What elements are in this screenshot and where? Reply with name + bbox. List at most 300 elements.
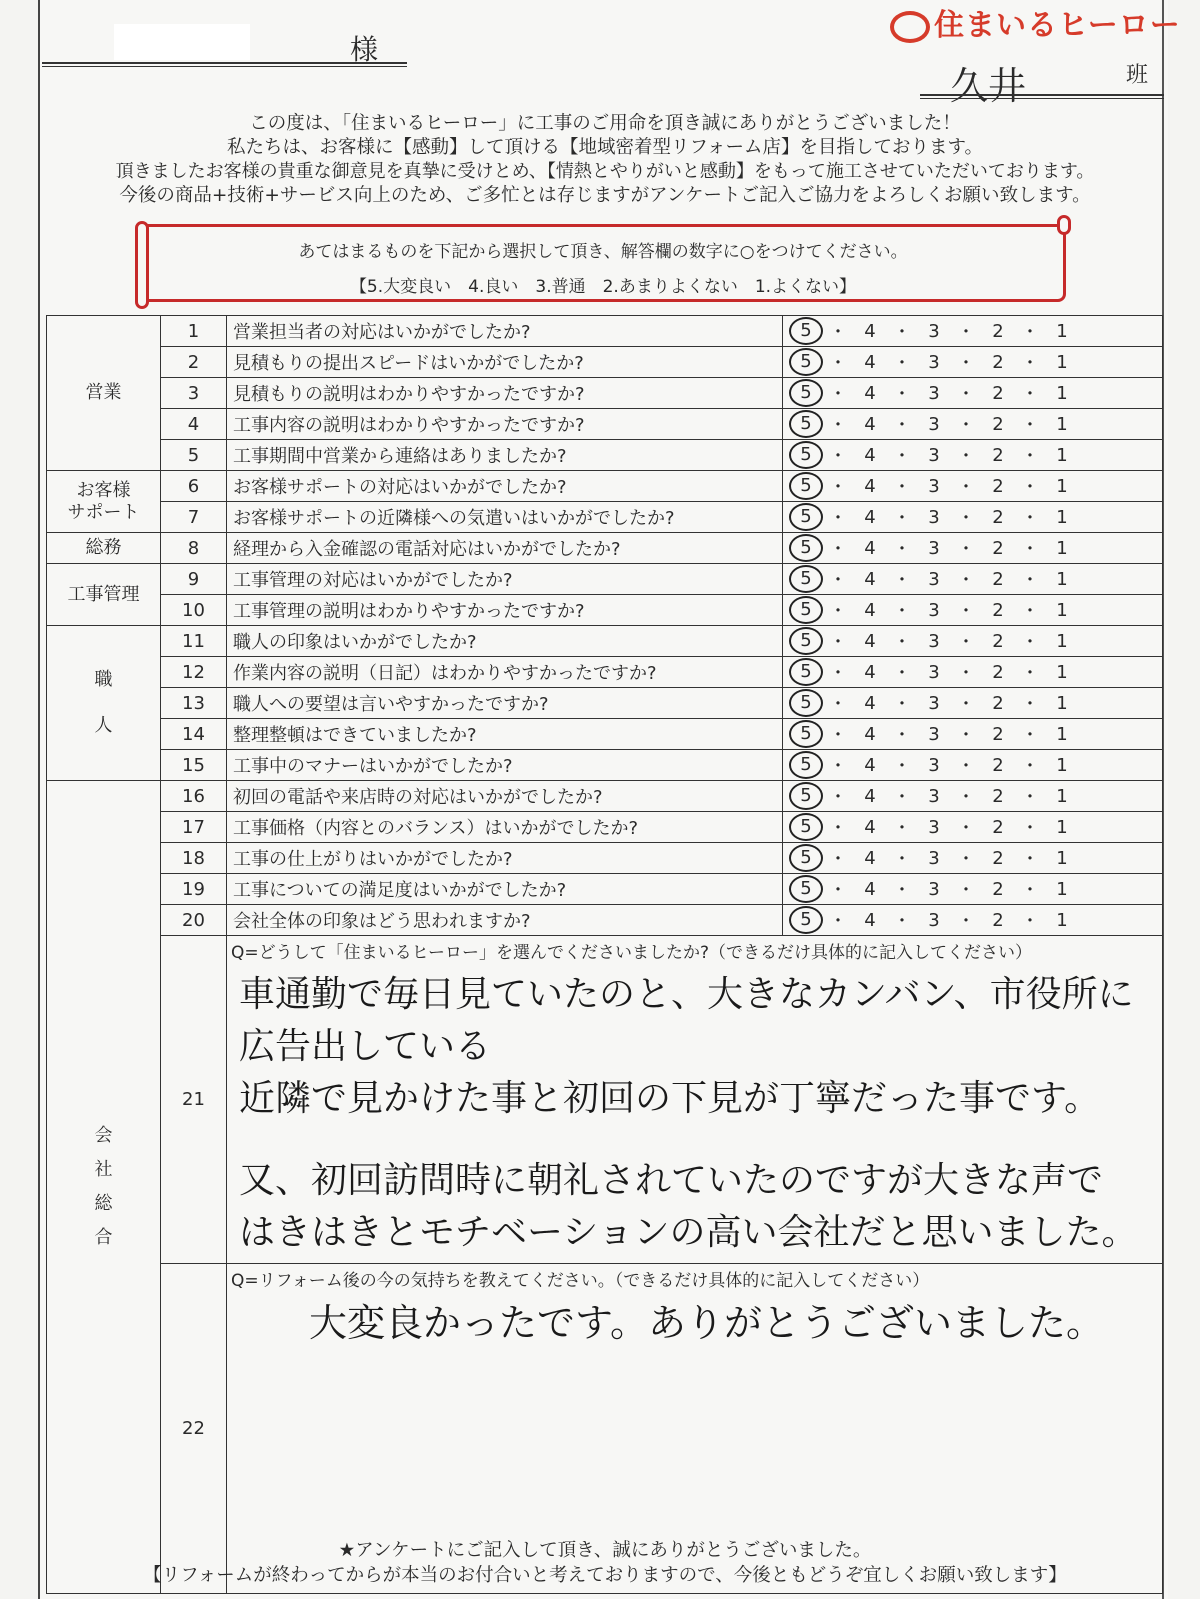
rating-option-5[interactable]: 5 (789, 658, 823, 686)
question-number: 9 (161, 564, 227, 595)
question-row (47, 626, 1163, 657)
scale-separator: ・ (1021, 353, 1039, 374)
rating-option-5[interactable]: 5 (789, 503, 823, 531)
category-cell (47, 564, 161, 626)
question-text: 見積もりの説明はわかりやすかったですか? (227, 378, 783, 409)
answer-line (239, 1125, 1150, 1155)
rating-scale (783, 874, 1163, 905)
rating-scale (783, 843, 1163, 874)
question-text: 見積もりの提出スピードはいかがでしたか? (227, 347, 783, 378)
scale-separator: ・ (957, 880, 975, 901)
category-label: 総務 (85, 537, 122, 558)
rating-option-2[interactable]: 2 (992, 692, 1004, 714)
scale-separator: ・ (829, 880, 847, 901)
rating-scale (783, 378, 1163, 409)
rating-scale (783, 440, 1163, 471)
category-cell (47, 626, 161, 781)
question-text: 工事管理の説明はわかりやすかったですか? (227, 595, 783, 626)
scale-separator: ・ (1021, 787, 1039, 808)
rating-option-5[interactable]: 5 (789, 379, 823, 407)
question-number: 22 (161, 1264, 227, 1594)
scale-separator: ・ (893, 601, 911, 622)
scale-separator: ・ (893, 694, 911, 715)
rating-option-1[interactable]: 1 (1056, 630, 1068, 652)
rating-option-3[interactable]: 3 (928, 661, 940, 683)
rating-option-3[interactable]: 3 (928, 816, 940, 838)
scale-separator: ・ (1021, 477, 1039, 498)
question-row (47, 719, 1163, 750)
rating-option-5[interactable]: 5 (789, 689, 823, 717)
scale-separator: ・ (1021, 694, 1039, 715)
rating-option-4[interactable]: 4 (864, 661, 876, 683)
answer-line: 近隣で見かけた事と初回の下見が丁寧だった事です。 (239, 1078, 1101, 1119)
question-number: 15 (161, 750, 227, 781)
scale-separator: ・ (893, 818, 911, 839)
scale-separator: ・ (829, 787, 847, 808)
rating-option-5[interactable]: 5 (789, 348, 823, 376)
rating-option-4[interactable]: 4 (864, 444, 876, 466)
scale-separator: ・ (829, 446, 847, 467)
rating-scale (783, 409, 1163, 440)
scale-separator: ・ (893, 911, 911, 932)
rating-option-4[interactable]: 4 (864, 475, 876, 497)
rating-option-4[interactable]: 4 (864, 537, 876, 559)
scale-separator: ・ (957, 756, 975, 777)
scroll-right-ornament (1057, 215, 1071, 235)
rating-scale (783, 595, 1163, 626)
rating-option-2[interactable]: 2 (992, 475, 1004, 497)
rating-option-4[interactable]: 4 (864, 723, 876, 745)
question-row (47, 843, 1163, 874)
question-number: 5 (161, 440, 227, 471)
company-logo (890, 0, 1181, 44)
scale-separator: ・ (957, 322, 975, 343)
question-number: 20 (161, 905, 227, 936)
scale-separator: ・ (1021, 818, 1039, 839)
rating-option-1[interactable]: 1 (1056, 847, 1068, 869)
rating-option-5[interactable]: 5 (789, 317, 823, 345)
question-row (47, 409, 1163, 440)
rating-option-3[interactable]: 3 (928, 537, 940, 559)
rating-option-2[interactable]: 2 (992, 320, 1004, 342)
question-row (47, 781, 1163, 812)
scale-separator: ・ (893, 725, 911, 746)
question-row (47, 688, 1163, 719)
rating-option-3[interactable]: 3 (928, 475, 940, 497)
scale-separator: ・ (1021, 632, 1039, 653)
question-text: 工事についての満足度はいかがでしたか? (227, 874, 783, 905)
scale-separator: ・ (957, 694, 975, 715)
rating-option-1[interactable]: 1 (1056, 754, 1068, 776)
footer-message: 【リフォームが終わってからが本当のお付合いと考えておりますので、今後ともどうぞ宜しくお願い致します】 (143, 1565, 1067, 1586)
scale-separator: ・ (1021, 415, 1039, 436)
answer-line: 車通勤で毎日見ていたのと、大きなカンバン、市役所に広告出している (239, 974, 1134, 1067)
footer (48, 1538, 1162, 1588)
question-number: 13 (161, 688, 227, 719)
scale-separator: ・ (829, 756, 847, 777)
question-row (47, 657, 1163, 688)
rating-option-3[interactable]: 3 (928, 506, 940, 528)
rating-option-5[interactable]: 5 (789, 875, 823, 903)
rating-option-2[interactable]: 2 (992, 847, 1004, 869)
scale-separator: ・ (1021, 849, 1039, 870)
rating-option-5[interactable]: 5 (789, 596, 823, 624)
rating-option-5[interactable]: 5 (789, 410, 823, 438)
scale-separator: ・ (957, 632, 975, 653)
rating-option-3[interactable]: 3 (928, 630, 940, 652)
question-number: 14 (161, 719, 227, 750)
scale-separator: ・ (957, 818, 975, 839)
rating-option-5[interactable]: 5 (789, 720, 823, 748)
rating-option-3[interactable]: 3 (928, 568, 940, 590)
rating-option-1[interactable]: 1 (1056, 475, 1068, 497)
free-answer-cell (227, 936, 1163, 1264)
question-number: 6 (161, 471, 227, 502)
question-text: 初回の電話や来店時の対応はいかがでしたか? (227, 781, 783, 812)
scale-separator: ・ (957, 725, 975, 746)
rating-option-2[interactable]: 2 (992, 413, 1004, 435)
addressee-underline (42, 62, 407, 67)
question-text: 工事管理の対応はいかがでしたか? (227, 564, 783, 595)
rating-legend: 【5.大変良い 4.良い 3.普通 2.あまりよくない 1.よくない】 (349, 277, 857, 297)
scale-separator: ・ (1021, 911, 1039, 932)
rating-option-1[interactable]: 1 (1056, 878, 1068, 900)
scale-separator: ・ (893, 787, 911, 808)
rating-option-4[interactable]: 4 (864, 630, 876, 652)
rating-option-2[interactable]: 2 (992, 785, 1004, 807)
category-label: 総 (94, 1193, 113, 1214)
scale-separator: ・ (893, 570, 911, 591)
scale-separator: ・ (829, 570, 847, 591)
intro-line: この度は、「住まいるヒーロー」に工事のご用命を頂き誠にありがとうございました！ (249, 113, 961, 134)
question-text: 職人の印象はいかがでしたか? (227, 626, 783, 657)
scale-separator: ・ (1021, 663, 1039, 684)
scale-separator: ・ (957, 508, 975, 529)
question-number: 21 (161, 936, 227, 1264)
rating-option-3[interactable]: 3 (928, 909, 940, 931)
rating-option-5[interactable]: 5 (789, 472, 823, 500)
question-row (47, 440, 1163, 471)
rating-option-2[interactable]: 2 (992, 878, 1004, 900)
question-row (47, 471, 1163, 502)
rating-option-4[interactable]: 4 (864, 878, 876, 900)
question-number: 16 (161, 781, 227, 812)
scroll-left-ornament (135, 221, 149, 309)
scale-separator: ・ (1021, 880, 1039, 901)
question-number: 3 (161, 378, 227, 409)
answer-line: 大変良かったです。ありがとうございました。 (309, 1301, 1104, 1345)
category-label: 合 (94, 1227, 113, 1248)
rating-scale (783, 781, 1163, 812)
rating-option-2[interactable]: 2 (992, 599, 1004, 621)
rating-scale (783, 812, 1163, 843)
rating-option-2[interactable]: 2 (992, 444, 1004, 466)
rating-option-3[interactable]: 3 (928, 320, 940, 342)
question-text: 工事内容の説明はわかりやすかったですか? (227, 409, 783, 440)
rating-option-4[interactable]: 4 (864, 506, 876, 528)
question-row (47, 316, 1163, 347)
question-text: 職人への要望は言いやすかったですか? (227, 688, 783, 719)
rating-scale (783, 719, 1163, 750)
scale-separator: ・ (893, 384, 911, 405)
rating-option-3[interactable]: 3 (928, 785, 940, 807)
scale-separator: ・ (829, 632, 847, 653)
rating-scale (783, 502, 1163, 533)
scale-separator: ・ (829, 818, 847, 839)
rating-scale (783, 657, 1163, 688)
rating-option-2[interactable]: 2 (992, 351, 1004, 373)
category-cell (47, 471, 161, 533)
rating-option-1[interactable]: 1 (1056, 692, 1068, 714)
scale-separator: ・ (829, 849, 847, 870)
question-row (47, 378, 1163, 409)
rating-option-1[interactable]: 1 (1056, 723, 1068, 745)
addressee-suffix: 様 (350, 33, 379, 66)
rating-option-1[interactable]: 1 (1056, 568, 1068, 590)
scale-separator: ・ (829, 663, 847, 684)
free-answer-row (47, 936, 1163, 1264)
rating-option-4[interactable]: 4 (864, 847, 876, 869)
footer-thanks: ★アンケートにご記入して頂き、誠にありがとうございました。 (338, 1540, 872, 1561)
scale-separator: ・ (1021, 725, 1039, 746)
rating-option-1[interactable]: 1 (1056, 909, 1068, 931)
handwritten-answer (227, 1293, 1162, 1353)
rating-option-2[interactable]: 2 (992, 909, 1004, 931)
team-label: 班 (1126, 63, 1149, 88)
rating-scale (783, 316, 1163, 347)
question-row (47, 812, 1163, 843)
rating-option-1[interactable]: 1 (1056, 785, 1068, 807)
category-cell (47, 533, 161, 564)
rating-option-4[interactable]: 4 (864, 785, 876, 807)
scale-separator: ・ (829, 415, 847, 436)
team-underline (920, 94, 1164, 99)
rating-option-4[interactable]: 4 (864, 413, 876, 435)
scale-separator: ・ (957, 446, 975, 467)
question-number: 1 (161, 316, 227, 347)
rating-option-3[interactable]: 3 (928, 878, 940, 900)
rating-scale (783, 471, 1163, 502)
question-number: 2 (161, 347, 227, 378)
question-text: 経理から入金確認の電話対応はいかがでしたか? (227, 533, 783, 564)
scale-separator: ・ (829, 911, 847, 932)
rating-option-2[interactable]: 2 (992, 661, 1004, 683)
rating-option-4[interactable]: 4 (864, 816, 876, 838)
scale-separator: ・ (957, 477, 975, 498)
rating-option-5[interactable]: 5 (789, 534, 823, 562)
scale-separator: ・ (893, 539, 911, 560)
rating-option-4[interactable]: 4 (864, 351, 876, 373)
rating-scale (783, 688, 1163, 719)
question-number: 19 (161, 874, 227, 905)
rating-option-4[interactable]: 4 (864, 599, 876, 621)
scale-separator: ・ (957, 849, 975, 870)
question-number: 8 (161, 533, 227, 564)
question-number: 11 (161, 626, 227, 657)
rating-option-1[interactable]: 1 (1056, 661, 1068, 683)
question-row (47, 502, 1163, 533)
scale-separator: ・ (893, 322, 911, 343)
rating-option-5[interactable]: 5 (789, 565, 823, 593)
rating-option-3[interactable]: 3 (928, 382, 940, 404)
scale-separator: ・ (957, 911, 975, 932)
scale-separator: ・ (829, 725, 847, 746)
rating-option-2[interactable]: 2 (992, 506, 1004, 528)
category-label: 人 (94, 715, 113, 736)
rating-option-3[interactable]: 3 (928, 444, 940, 466)
scale-separator: ・ (1021, 446, 1039, 467)
question-text: 作業内容の説明（日記）はわかりやすかったですか? (227, 657, 783, 688)
scale-separator: ・ (893, 477, 911, 498)
scale-separator: ・ (893, 663, 911, 684)
rating-option-1[interactable]: 1 (1056, 816, 1068, 838)
scale-separator: ・ (893, 849, 911, 870)
category-label: 会 (94, 1125, 113, 1146)
question-text: 工事中のマナーはいかがでしたか? (227, 750, 783, 781)
question-text: 整理整頓はできていましたか? (227, 719, 783, 750)
scale-separator: ・ (893, 880, 911, 901)
scale-separator: ・ (1021, 570, 1039, 591)
category-label: 社 (94, 1159, 113, 1180)
category-cell (47, 316, 161, 471)
rating-option-2[interactable]: 2 (992, 723, 1004, 745)
rating-scale (783, 347, 1163, 378)
scale-separator: ・ (957, 787, 975, 808)
question-number: 7 (161, 502, 227, 533)
rating-option-5[interactable]: 5 (789, 813, 823, 841)
scale-separator: ・ (1021, 384, 1039, 405)
scale-separator: ・ (893, 756, 911, 777)
scale-separator: ・ (893, 508, 911, 529)
question-row (47, 347, 1163, 378)
scale-separator: ・ (829, 539, 847, 560)
scale-separator: ・ (829, 322, 847, 343)
logo-mark-icon (890, 11, 930, 43)
rating-option-1[interactable]: 1 (1056, 506, 1068, 528)
question-number: 10 (161, 595, 227, 626)
rating-scale (783, 905, 1163, 936)
rating-scale (783, 750, 1163, 781)
instruction-banner (140, 224, 1066, 302)
scale-separator: ・ (957, 601, 975, 622)
question-text: 会社全体の印象はどう思われますか? (227, 905, 783, 936)
rating-option-5[interactable]: 5 (789, 782, 823, 810)
scale-separator: ・ (829, 477, 847, 498)
scale-separator: ・ (1021, 601, 1039, 622)
scale-separator: ・ (829, 694, 847, 715)
rating-option-1[interactable]: 1 (1056, 599, 1068, 621)
question-text: 工事の仕上がりはいかがでしたか? (227, 843, 783, 874)
question-number: 4 (161, 409, 227, 440)
rating-scale (783, 626, 1163, 657)
scale-separator: ・ (957, 570, 975, 591)
rating-option-4[interactable]: 4 (864, 320, 876, 342)
question-text: 工事価格（内容とのバランス）はいかがでしたか? (227, 812, 783, 843)
rating-option-3[interactable]: 3 (928, 351, 940, 373)
rating-option-5[interactable]: 5 (789, 441, 823, 469)
category-label: 工事管理 (67, 583, 140, 605)
scale-separator: ・ (957, 539, 975, 560)
rating-option-5[interactable]: 5 (789, 906, 823, 934)
rating-option-4[interactable]: 4 (864, 568, 876, 590)
scale-separator: ・ (893, 446, 911, 467)
intro-line: 私たちは、お客様に【感動】して頂ける【地域密着型リフォーム店】を目指しております。 (226, 137, 984, 158)
rating-option-2[interactable]: 2 (992, 537, 1004, 559)
rating-option-3[interactable]: 3 (928, 692, 940, 714)
scale-separator: ・ (829, 384, 847, 405)
question-text: 工事期間中営業から連絡はありましたか? (227, 440, 783, 471)
answer-line: はきはきとモチベーションの高い会社だと思いました。 (239, 1212, 1138, 1253)
free-question-prompt: Q=リフォーム後の今の気持ちを教えてください。（できるだけ具体的に記入してください） (231, 1271, 930, 1291)
intro-text (48, 112, 1162, 208)
question-text: お客様サポートの近隣様への気遣いはいかがでしたか? (227, 502, 783, 533)
question-row (47, 595, 1163, 626)
rating-option-3[interactable]: 3 (928, 847, 940, 869)
rating-option-2[interactable]: 2 (992, 382, 1004, 404)
category-label: 営業 (85, 382, 122, 403)
scale-separator: ・ (1021, 322, 1039, 343)
rating-option-4[interactable]: 4 (864, 909, 876, 931)
question-row (47, 564, 1163, 595)
scale-separator: ・ (957, 663, 975, 684)
rating-option-3[interactable]: 3 (928, 599, 940, 621)
rating-option-3[interactable]: 3 (928, 754, 940, 776)
instruction-line: あてはまるものを下記から選択して頂き、解答欄の数字に○をつけてください。 (298, 242, 908, 262)
scale-separator: ・ (957, 384, 975, 405)
rating-option-5[interactable]: 5 (789, 844, 823, 872)
rating-option-4[interactable]: 4 (864, 692, 876, 714)
redacted-name-box (114, 24, 250, 60)
rating-option-1[interactable]: 1 (1056, 413, 1068, 435)
question-text: お客様サポートの対応はいかがでしたか? (227, 471, 783, 502)
rating-option-1[interactable]: 1 (1056, 537, 1068, 559)
question-row (47, 533, 1163, 564)
category-label: サポート (67, 501, 140, 523)
rating-scale (783, 533, 1163, 564)
question-row (47, 874, 1163, 905)
survey-table (46, 315, 1163, 1594)
rating-option-3[interactable]: 3 (928, 723, 940, 745)
scale-separator: ・ (829, 508, 847, 529)
scale-separator: ・ (1021, 756, 1039, 777)
intro-line: 頂きましたお客様の貴重な御意見を真摯に受けとめ、【情熱とやりがいと感動】をもって施工させていただいております。 (115, 161, 1095, 182)
category-cell (47, 781, 161, 1594)
rating-option-2[interactable]: 2 (992, 568, 1004, 590)
team-name-handwritten: 久井 (950, 64, 1027, 108)
rating-option-5[interactable]: 5 (789, 627, 823, 655)
rating-option-4[interactable]: 4 (864, 754, 876, 776)
rating-option-5[interactable]: 5 (789, 751, 823, 779)
rating-option-4[interactable]: 4 (864, 382, 876, 404)
scale-separator: ・ (957, 353, 975, 374)
answer-line: 又、初回訪問時に朝礼されていたのですが大きな声で (239, 1160, 1104, 1201)
scale-separator: ・ (893, 415, 911, 436)
scale-separator: ・ (1021, 539, 1039, 560)
scale-separator: ・ (829, 353, 847, 374)
question-number: 18 (161, 843, 227, 874)
scale-separator: ・ (1021, 508, 1039, 529)
question-number: 17 (161, 812, 227, 843)
rating-option-2[interactable]: 2 (992, 754, 1004, 776)
rating-option-1[interactable]: 1 (1056, 382, 1068, 404)
rating-option-2[interactable]: 2 (992, 816, 1004, 838)
scale-separator: ・ (957, 415, 975, 436)
rating-option-3[interactable]: 3 (928, 413, 940, 435)
rating-option-1[interactable]: 1 (1056, 351, 1068, 373)
rating-option-2[interactable]: 2 (992, 630, 1004, 652)
rating-option-1[interactable]: 1 (1056, 320, 1068, 342)
rating-option-1[interactable]: 1 (1056, 444, 1068, 466)
